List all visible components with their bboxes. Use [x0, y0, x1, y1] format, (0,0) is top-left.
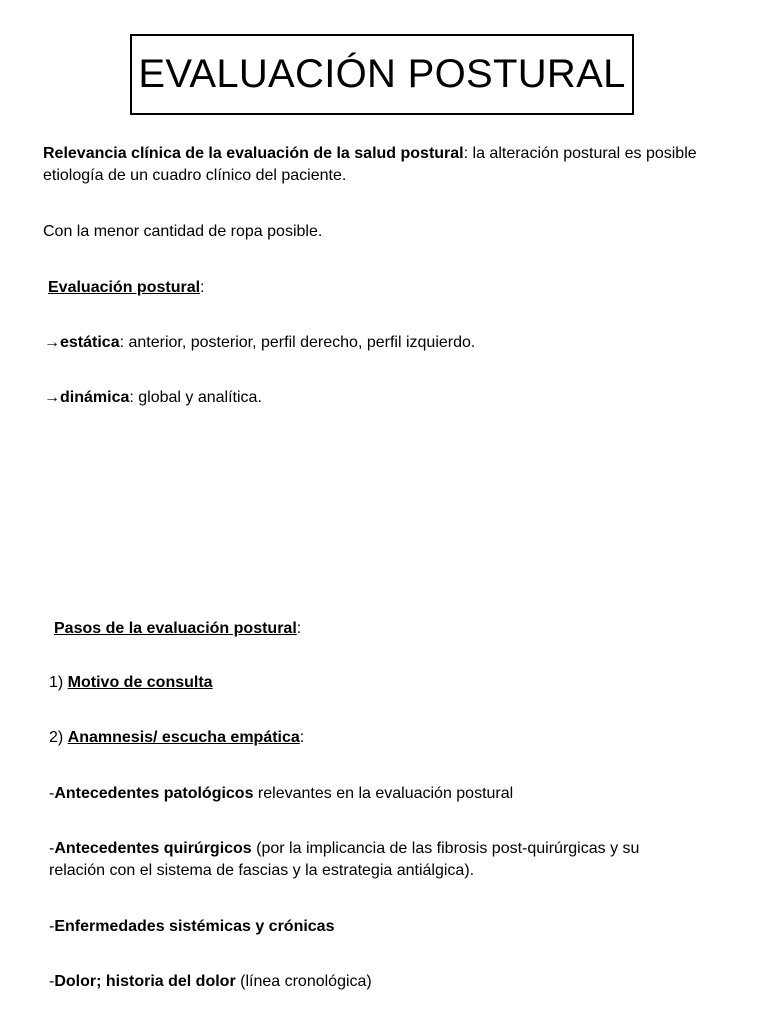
- step-2-number: 2): [49, 729, 68, 746]
- eval-heading-label: Evaluación postural: [48, 279, 201, 296]
- title-box: [130, 34, 634, 115]
- item-pathological-bold: Antecedentes patológicos: [54, 785, 254, 802]
- dash: -: [49, 918, 55, 935]
- relevance-text: : la alteración postural es posible: [463, 145, 697, 162]
- steps-heading: [54, 618, 301, 640]
- step-2: [49, 727, 304, 749]
- dash: -: [49, 973, 55, 990]
- item-pain-text: (línea cronológica): [235, 973, 372, 990]
- item-pathological: [49, 783, 513, 805]
- item-systemic-bold: Enfermedades sistémicas y crónicas: [54, 918, 335, 935]
- steps-heading-label: Pasos de la evaluación postural: [54, 620, 297, 637]
- item-pain: [49, 971, 372, 993]
- relevance-bold: Relevancia clínica de la evaluación de la salud postural: [43, 145, 464, 162]
- step-2-suffix: :: [299, 729, 305, 746]
- eval-heading: [48, 277, 205, 299]
- dynamic-text: : global y analítica.: [129, 389, 262, 406]
- arrow-icon: →: [44, 389, 60, 406]
- dynamic-label: dinámica: [60, 389, 130, 406]
- item-pathological-text: relevantes en la evaluación postural: [253, 785, 514, 802]
- arrow-icon: →: [44, 334, 60, 351]
- item-surgical-text: (por la implicancia de las fibrosis post-quirúrgicas y su: [251, 840, 640, 857]
- step-2-label: Anamnesis/ escucha empática: [67, 729, 300, 746]
- steps-heading-suffix: :: [296, 620, 302, 637]
- page-title: EVALUACIÓN POSTURAL: [138, 52, 626, 96]
- dynamic-evaluation: [44, 387, 262, 409]
- clothing-note-text: Con la menor cantidad de ropa posible.: [43, 223, 323, 240]
- dash: -: [49, 785, 55, 802]
- clothing-note: [43, 221, 322, 243]
- step-1-number: 1): [49, 674, 68, 691]
- item-systemic: [49, 916, 334, 938]
- eval-heading-suffix: :: [200, 279, 205, 296]
- item-surgical: [49, 838, 639, 882]
- dash: -: [49, 840, 55, 857]
- item-pain-bold: Dolor; historia del dolor: [54, 973, 236, 990]
- static-evaluation: [44, 332, 475, 354]
- step-1-label: Motivo de consulta: [67, 674, 213, 691]
- item-surgical-line2: relación con el sistema de fascias y la estrategia antiálgica).: [49, 862, 475, 879]
- static-text: : anterior, posterior, perfil derecho, perfil izquierdo.: [119, 334, 476, 351]
- item-surgical-bold: Antecedentes quirúrgicos: [54, 840, 252, 857]
- relevance-paragraph: [43, 143, 697, 187]
- step-1: [49, 672, 213, 694]
- static-label: estática: [60, 334, 120, 351]
- relevance-line2: etiología de un cuadro clínico del paciente.: [43, 167, 347, 184]
